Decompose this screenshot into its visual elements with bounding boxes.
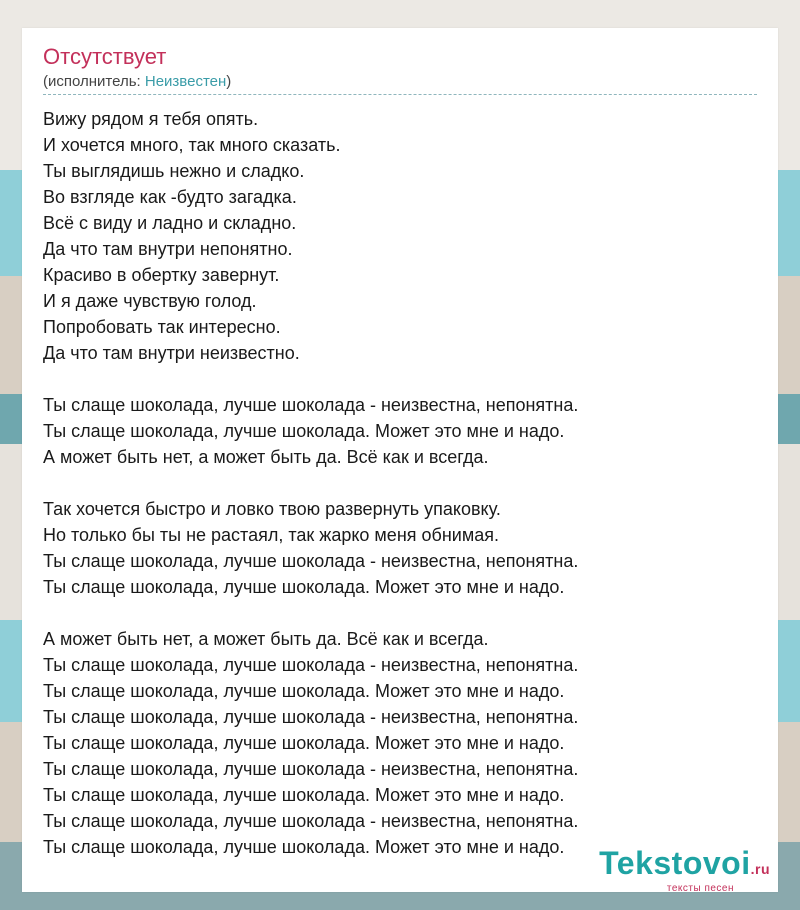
lyric-line: Ты слаще шоколада, лучше шоколада - неизвестна, непонятна.	[43, 395, 579, 415]
logo-tld: .ru	[750, 861, 770, 877]
lyric-line: Так хочется быстро и ловко твою развернуть упаковку.	[43, 499, 501, 519]
lyric-line: Ты слаще шоколада, лучше шоколада. Может это мне и надо.	[43, 785, 565, 805]
song-title: Отсутствует	[43, 44, 167, 69]
lyric-line: Ты слаще шоколада, лучше шоколада - неизвестна, непонятна.	[43, 707, 579, 727]
artist-line	[43, 73, 231, 90]
logo-tagline: тексты песен	[666, 883, 734, 894]
lyric-line: Ты слаще шоколада, лучше шоколада. Может это мне и надо.	[43, 733, 565, 753]
lyric-line: А может быть нет, а может быть да. Всё как и всегда.	[43, 447, 489, 467]
lyric-line: И хочется много, так много сказать.	[43, 135, 341, 155]
lyric-line: И я даже чувствую голод.	[43, 291, 257, 311]
lyrics-card	[22, 28, 778, 892]
stanza-gap	[43, 470, 578, 496]
artist-link[interactable]: Неизвестен	[144, 73, 227, 90]
lyric-line: Красиво в обертку завернут.	[43, 265, 280, 285]
lyric-line: Ты слаще шоколада, лучше шоколада - неизвестна, непонятна.	[43, 759, 579, 779]
lyric-line: Ты слаще шоколада, лучше шоколада - неизвестна, непонятна.	[43, 655, 579, 675]
lyrics-text	[43, 106, 578, 860]
lyric-line: Вижу рядом я тебя опять.	[43, 109, 259, 129]
lyric-line: Ты слаще шоколада, лучше шоколада. Может это мне и надо.	[43, 577, 565, 597]
lyric-line: Да что там внутри неизвестно.	[43, 343, 300, 363]
lyric-line: Ты слаще шоколада, лучше шоколада. Может это мне и надо.	[43, 421, 565, 441]
lyric-line: Попробовать так интересно.	[43, 317, 281, 337]
lyric-line: Ты выглядишь нежно и сладко.	[43, 161, 305, 181]
artist-suffix: )	[226, 73, 232, 90]
lyric-line: Ты слаще шоколада, лучше шоколада - неизвестна, непонятна.	[43, 551, 579, 571]
title-divider	[43, 94, 757, 95]
lyric-line: Но только бы ты не растаял, так жарко меня обнимая.	[43, 525, 499, 545]
logo-wordmark	[599, 847, 770, 885]
lyric-line: Во взгляде как -будто загадка.	[43, 187, 297, 207]
lyric-line: А может быть нет, а может быть да. Всё как и всегда.	[43, 629, 489, 649]
stanza-gap	[43, 600, 578, 626]
lyric-line: Всё с виду и ладно и складно.	[43, 213, 297, 233]
artist-prefix: (исполнитель:	[43, 73, 145, 90]
lyric-line: Ты слаще шоколада, лучше шоколада. Может это мне и надо.	[43, 681, 565, 701]
lyric-line: Ты слаще шоколада, лучше шоколада. Может это мне и надо.	[43, 837, 565, 857]
stanza-gap	[43, 366, 578, 392]
lyric-line: Да что там внутри непонятно.	[43, 239, 293, 259]
lyric-line: Ты слаще шоколада, лучше шоколада - неизвестна, непонятна.	[43, 811, 579, 831]
logo-name: Tekstovoi	[599, 845, 751, 881]
site-logo[interactable]	[599, 847, 770, 894]
